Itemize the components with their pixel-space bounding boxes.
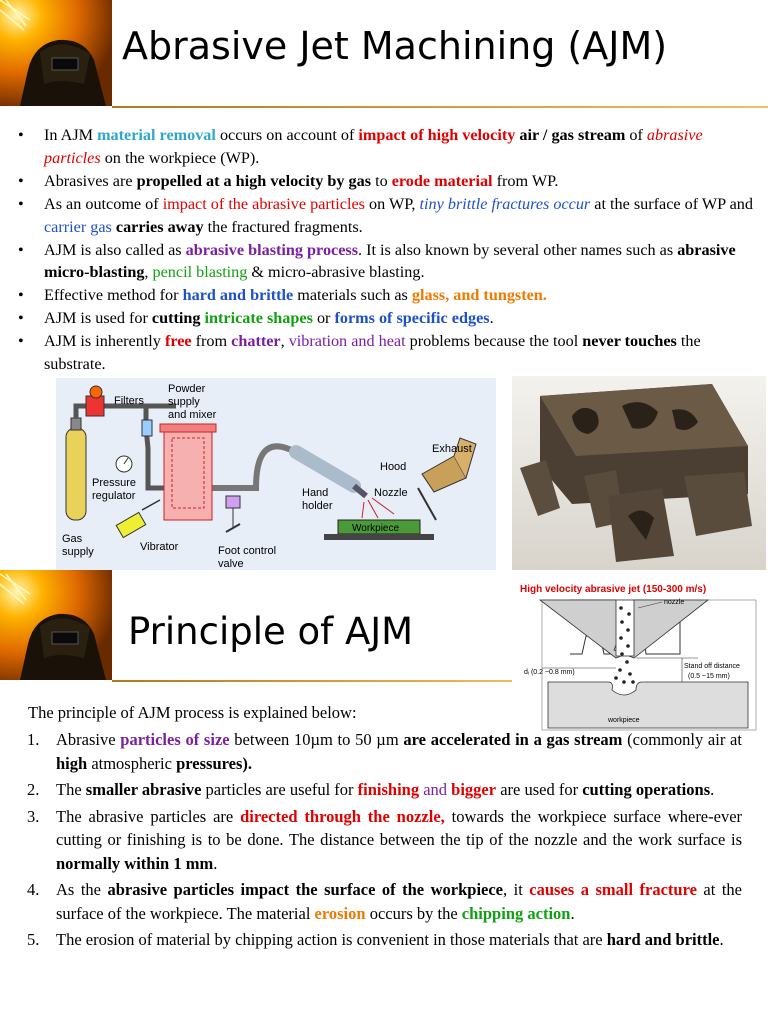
label-exhaust: Exhaust (432, 443, 472, 455)
slide-1-title: Abrasive Jet Machining (AJM) (122, 24, 668, 68)
bullet-item: • Effective method for hard and brittle materials such as glass, and tungsten. (44, 284, 754, 307)
bullet-item: • AJM is also called as abrasive blasting process. It is also known by several other names such as abrasive micro-blasting, pencil blasting & micro-abrasive blasting. (44, 239, 754, 285)
label-standoff-2: (0.5 ~15 mm) (688, 673, 730, 680)
label-pressure-2: regulator (92, 490, 136, 502)
label-nozzle-small: nozzle (664, 599, 685, 606)
label-gas-1: Gas (62, 533, 83, 545)
principle-item: 5. The erosion of material by chipping action is convenient in those materials that are hard and brittle. (56, 928, 742, 952)
caption-jet: High velocity abrasive jet (150-300 m/s) (520, 584, 707, 595)
welder-image-2 (0, 570, 112, 680)
bullet-item: • AJM is inherently free from chatter, vibration and heat problems because the tool never touches the substrate. (44, 330, 754, 376)
principle-item: 1. Abrasive particles of size between 10µm to 50 µm are accelerated in a gas stream (commonly air at high atmospheric pressures). (27, 730, 742, 773)
label-hood: Hood (380, 461, 407, 473)
label-nozzle: Nozzle (374, 487, 408, 499)
bullet-list (0, 124, 754, 376)
bullet-item: • Abrasives are propelled at a high velocity by gas to erode material from WP. (44, 170, 754, 193)
label-hand-1: Hand (302, 487, 329, 499)
ajm-schematic (56, 378, 496, 570)
label-powder-3: and mixer (168, 409, 217, 421)
principle-item: 2. The smaller abrasive particles are useful for finishing and bigger are used for cutting operations. (56, 778, 742, 802)
label-di: dᵢ (0.2 ~0.8 mm) (524, 669, 575, 676)
label-powder-2: supply (168, 396, 200, 408)
principle-item: 4. As the abrasive particles impact the surface of the workpiece, it causes a small fracture at the surface of the workpiece. The material erosion occurs by the chipping action. (27, 880, 742, 923)
machined-parts-photo (512, 376, 766, 570)
welder-image (0, 0, 112, 106)
label-foot-1: Foot control (218, 545, 277, 557)
principle-intro: The principle of AJM process is explained below: (28, 703, 357, 722)
item-number: 2. (27, 780, 40, 799)
bullet-item: • In AJM material removal occurs on account of impact of high velocity air / gas stream of abrasive particles on the workpiece (WP). (44, 124, 754, 170)
label-gas-2: supply (62, 546, 94, 558)
item-number: 1. (27, 730, 40, 749)
principle-list (0, 728, 742, 955)
bullet-item: • AJM is used for cutting intricate shapes or forms of specific edges. (44, 307, 754, 330)
label-foot-2: valve (218, 558, 244, 570)
label-vibrator: Vibrator (140, 541, 179, 553)
slide-2-title: Principle of AJM (128, 610, 414, 653)
label-hand-2: holder (302, 500, 333, 512)
item-number: 3. (27, 806, 40, 826)
label-pressure-1: Pressure (92, 477, 137, 489)
item-number: 4. (27, 880, 40, 899)
bullet-item: • As an outcome of impact of the abrasive particles on WP, tiny brittle fractures occur at the surface of WP and carrier gas carries away the fractured fragments. (44, 193, 754, 239)
principle-figure (512, 578, 766, 732)
label-standoff-1: Stand off distance (684, 663, 740, 670)
principle-item: 3. The abrasive particles are directed through the nozzle, towards the workpiece surface where-ever cutting or finishing is to be done. The distance between the tip of the nozzle and the work surface is normally within 1 mm. (27, 806, 743, 873)
label-workpiece-small: workpiece (608, 717, 640, 724)
label-powder-1: Powder (168, 383, 206, 395)
label-workpiece: Workpiece (352, 523, 400, 534)
label-filters: Filters (114, 395, 144, 407)
item-number: 5. (27, 930, 40, 949)
